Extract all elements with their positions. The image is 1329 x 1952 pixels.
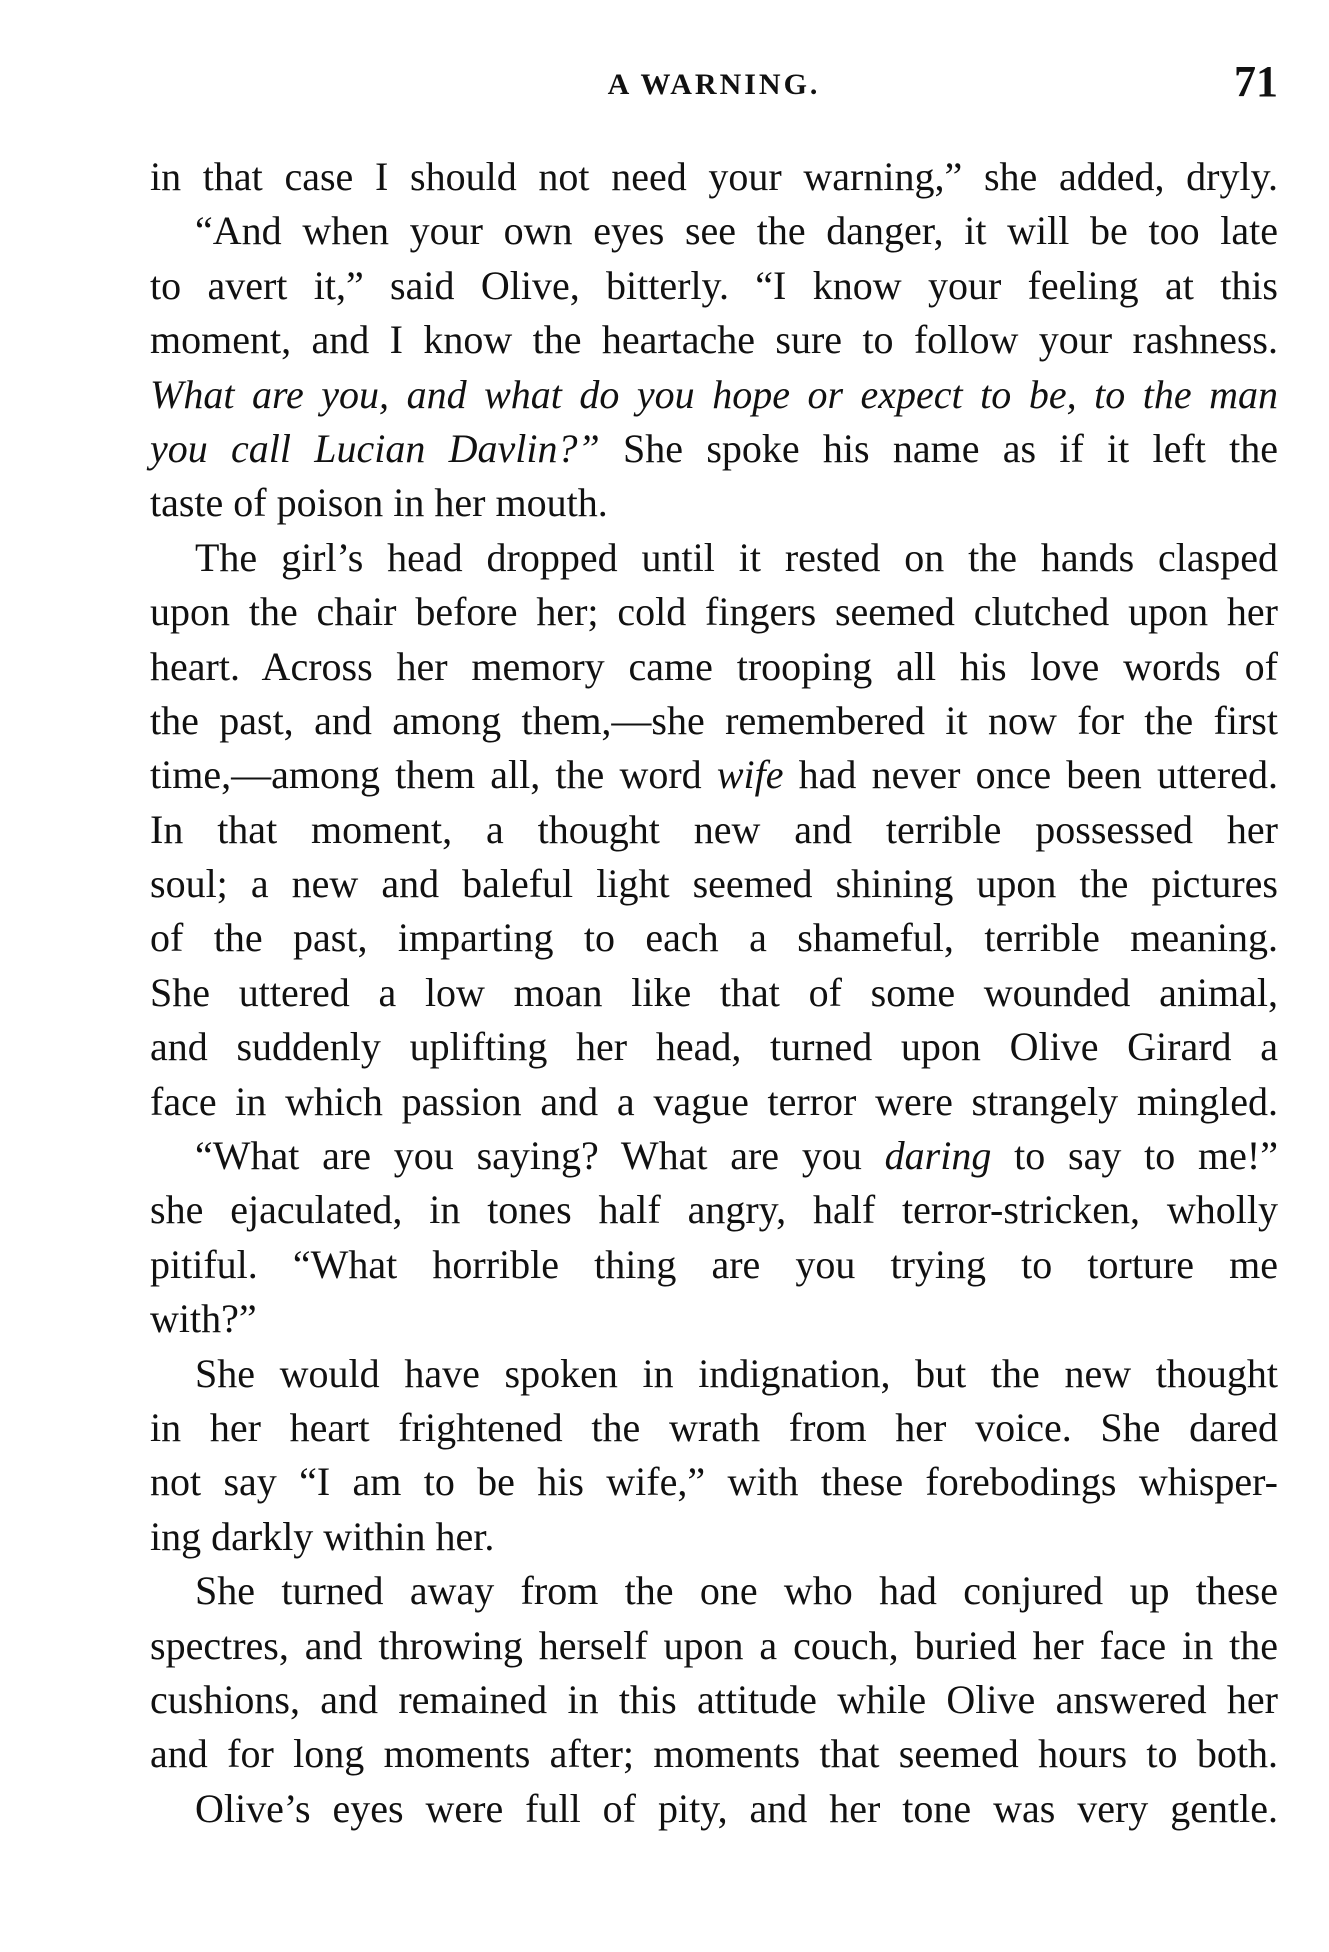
line-text: to say to me!” <box>991 1133 1278 1179</box>
text-line: “And when your own eyes see the danger, it will be too late <box>195 208 1278 254</box>
text-line: In that moment, a thought new and terrible possessed her <box>150 806 1278 852</box>
italic-text: wife <box>716 752 784 798</box>
text-line: in that case I should not need your warning,” she added, dryly. <box>150 154 1278 199</box>
text-line: not say “I am to be his wife,” with these forebodings whisper- <box>150 1459 1278 1505</box>
line-text: had never once been uttered. <box>783 752 1279 798</box>
text-line: face in which passion and a vague terror were strangely mingled. <box>150 1078 1278 1124</box>
text-line: She uttered a low moan like that of some wounded animal, <box>150 969 1278 1015</box>
text-line: Olive’s eyes were full of pity, and her tone was very gentle. <box>195 1785 1278 1831</box>
text-line <box>150 422 1278 476</box>
text-line: cushions, and remained in this attitude while Olive answered her <box>150 1676 1278 1722</box>
text-line: of the past, imparting to each a shameful, terrible meaning. <box>150 915 1278 961</box>
text-line: moment, and I know the heartache sure to follow your rashness. <box>150 317 1278 363</box>
running-header <box>150 57 1278 120</box>
line-text: time,—among them all, the word <box>150 752 717 798</box>
text-line: heart. Across her memory came trooping all his love words of <box>150 643 1278 689</box>
text-line: with?” <box>150 1296 257 1342</box>
line-text: “What are you saying? What are you <box>195 1133 885 1179</box>
italic-text: What are you, and what do you hope or expect to be, to the man <box>150 371 1278 417</box>
chapter-title: A WARNING. <box>607 68 821 101</box>
text-line: to avert it,” said Olive, bitterly. “I know your feeling at this <box>150 262 1278 308</box>
italic-text: daring <box>884 1133 992 1179</box>
text-line: in her heart frightened the wrath from her voice. She dared <box>150 1404 1278 1450</box>
italic-text: you call Lucian Davlin?” <box>150 425 600 471</box>
body-text <box>150 150 1278 1836</box>
text-line: and for long moments after; moments that seemed hours to both. <box>150 1731 1278 1777</box>
text-line: She would have spoken in indignation, but the new thought <box>195 1350 1278 1396</box>
text-line <box>150 368 1278 422</box>
line-text: She spoke his name as if it left the <box>599 425 1278 471</box>
text-line: She turned away from the one who had conjured up these <box>195 1568 1278 1614</box>
text-line: The girl’s head dropped until it rested on the hands clasped <box>195 534 1278 580</box>
text-line: the past, and among them,—she remembered it now for the first <box>150 697 1278 743</box>
page-number: 71 <box>1234 57 1278 106</box>
text-line <box>150 748 1278 802</box>
text-line <box>150 1129 1278 1183</box>
text-line: and suddenly uplifting her head, turned upon Olive Girard a <box>150 1024 1278 1070</box>
text-line: she ejaculated, in tones half angry, half terror-stricken, wholly <box>150 1187 1278 1233</box>
text-line: taste of poison in her mouth. <box>150 480 608 526</box>
text-line: ing darkly within her. <box>150 1513 495 1559</box>
text-line: soul; a new and baleful light seemed shining upon the pictures <box>150 861 1278 907</box>
text-line: pitiful. “What horrible thing are you trying to torture me <box>150 1241 1278 1287</box>
text-line: upon the chair before her; cold fingers seemed clutched upon her <box>150 589 1278 635</box>
text-line: spectres, and throwing herself upon a couch, buried her face in the <box>150 1622 1278 1668</box>
